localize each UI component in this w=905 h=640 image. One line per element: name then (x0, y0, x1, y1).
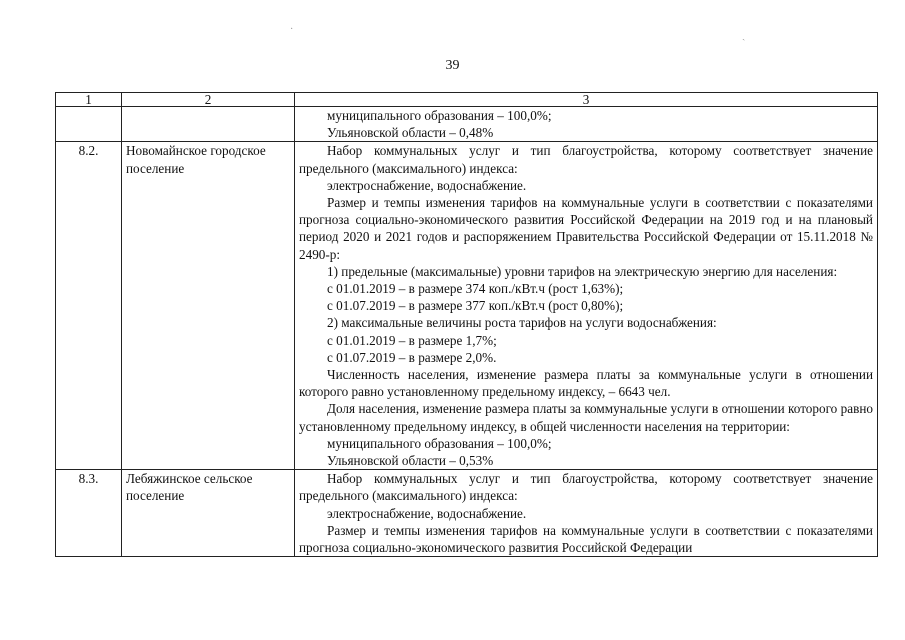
row-content (295, 107, 878, 142)
content-line: Ульяновской области – 0,48% (327, 125, 494, 141)
content-line: электроснабжение, водоснабжение. (327, 177, 527, 193)
content-paragraph: Численность населения, изменение размера платы за коммунальные услуги в отношении которого равно установленному предельному индексу, – 6643 чел. (299, 367, 873, 400)
page-number: 39 (445, 58, 460, 73)
content-paragraph: 1) предельные (максимальные) уровни тарифов на электрическую энергию для населения: (327, 263, 838, 279)
settlement-name (122, 107, 295, 142)
content-line: муниципального образования – 100,0%; (327, 435, 552, 451)
content-line: 2) максимальные величины роста тарифов на услуги водоснабжения: (327, 315, 717, 331)
table-row-8-3 (56, 470, 878, 557)
tariff-table (55, 92, 878, 557)
content-line: с 01.07.2019 – в размере 2,0%. (327, 349, 497, 365)
row-content (295, 142, 878, 470)
row-number: 8.3. (56, 470, 122, 557)
content-paragraph: Размер и темпы изменения тарифов на коммунальные услуги в соответствии с показателями прогноза социально-экономического развития Российской Федерации (299, 522, 873, 556)
content-line: электроснабжение, водоснабжение. (327, 505, 527, 521)
content-paragraph: Набор коммунальных услуг и тип благоустройства, которому соответствует значение предельного (максимального) индекса: (299, 471, 873, 504)
row-content (295, 470, 878, 557)
column-header-3: 3 (295, 93, 878, 107)
content-paragraph: Доля населения, изменение размера платы за коммунальные услуги в отношении которого равно установленному предельному индексу, в общей численности населения на территории: (299, 401, 873, 434)
settlement-name: Лебяжинское сельское поселение (122, 470, 295, 557)
content-line: с 01.01.2019 – в размере 1,7%; (327, 332, 497, 348)
column-header-2: 2 (122, 93, 295, 107)
content-line: муниципального образования – 100,0%; (327, 108, 552, 123)
scan-speck: · (290, 24, 294, 35)
row-number: 8.2. (56, 142, 122, 470)
column-header-1: 1 (56, 93, 122, 107)
content-line: с 01.07.2019 – в размере 377 коп./кВт.ч (рост 0,80%); (327, 298, 624, 314)
content-paragraph: Набор коммунальных услуг и тип благоустройства, которому соответствует значение предельного (максимального) индекса: (299, 143, 873, 176)
row-number (56, 107, 122, 142)
table-row-continuation (56, 107, 878, 142)
table-row-8-2 (56, 142, 878, 470)
table-header-row (56, 93, 878, 107)
content-paragraph: Размер и темпы изменения тарифов на коммунальные услуги в соответствии с показателями прогноза социально-экономического развития Российской Федерации на 2019 год и на плановый период 2020 и 2021 годов и распоряжением Правительства Российской Федерации от 15.11.2018 № 2490-р: (299, 195, 873, 262)
settlement-name: Новомайнское городское поселение (122, 142, 295, 470)
content-line: с 01.01.2019 – в размере 374 коп./кВт.ч (рост 1,63%); (327, 281, 624, 297)
scan-speck: ˎ (742, 30, 746, 41)
content-line: Ульяновской области – 0,53% (327, 453, 494, 469)
